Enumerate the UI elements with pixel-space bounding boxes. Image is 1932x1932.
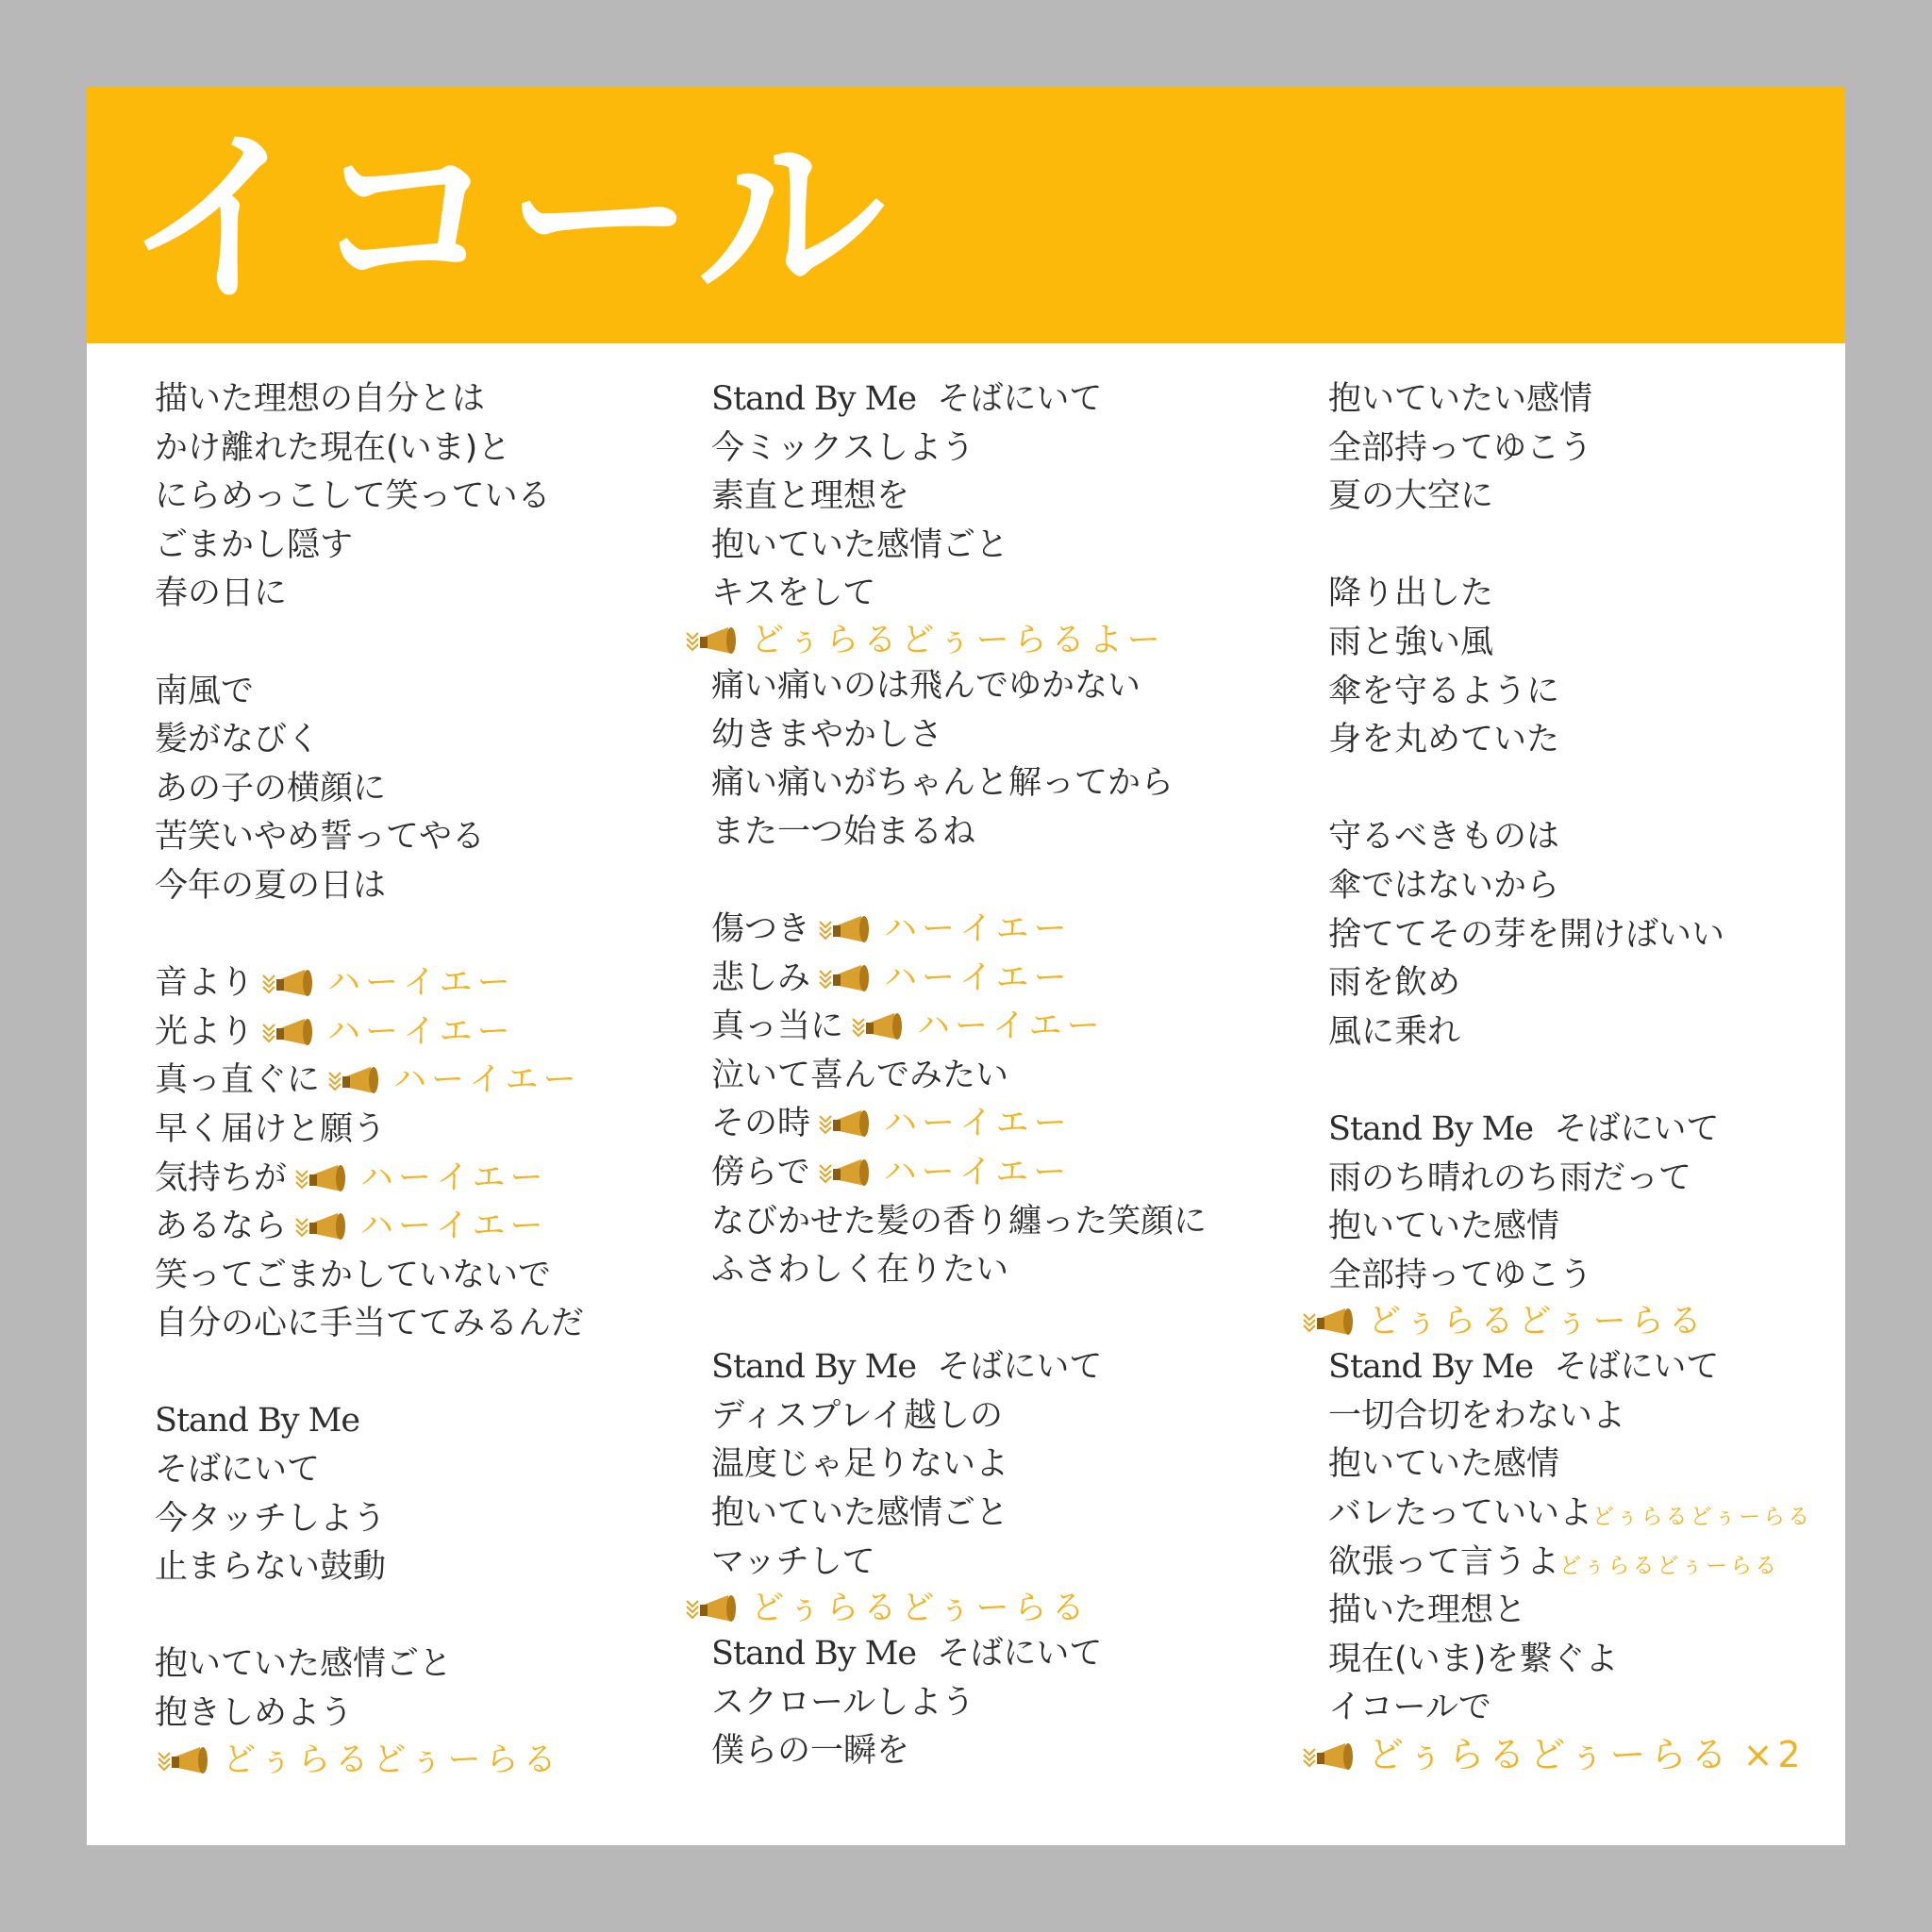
megaphone-icon (292, 1211, 355, 1243)
lyric-line: 笑ってごまかしていないで (155, 1256, 552, 1294)
call-response: ハーイエー (327, 1012, 515, 1051)
call-response: ハーイエー (360, 1158, 548, 1197)
lyric-line: 苦笑いやめ誓ってやる (155, 818, 486, 857)
lyric-line: 今タッチしよう (155, 1499, 387, 1538)
lyric-text: その時 (711, 1105, 811, 1143)
lyric-line: 描いた理想と (1328, 1591, 1527, 1630)
chant-text: どぅらるどぅーらる (751, 1590, 1090, 1628)
megaphone-icon (683, 1593, 745, 1625)
megaphone-icon (816, 914, 878, 946)
lyric-line: 春の日に (155, 575, 288, 613)
lyric-text: 傷つき (711, 909, 811, 948)
lyric-line: 止まらない鼓動 (155, 1548, 387, 1587)
lyric-text: 光より (155, 1012, 255, 1051)
lyric-line: 抱いていた感情 (1328, 1208, 1560, 1246)
lyric-text: Stand By Me (711, 380, 917, 418)
lyrics-column-2 (711, 375, 1287, 1776)
lyric-line: 降り出した (1328, 575, 1494, 613)
megaphone-icon (683, 625, 745, 658)
lyric-line: 捨ててその芽を開けばいい (1328, 915, 1725, 954)
lyric-line: ディスプレイ越しの (711, 1396, 1004, 1435)
chant-text: どぅらるどぅーらる (1368, 1734, 1732, 1776)
lyric-text: Stand By Me (1328, 1348, 1534, 1387)
title-banner (87, 87, 1845, 343)
lyric-line: 抱いていたい感情 (1328, 380, 1593, 418)
lyric-text: 真っ当に (711, 1008, 844, 1046)
lyric-text: Stand By Me (1328, 1109, 1534, 1148)
call-response: ハーイエー (360, 1208, 548, 1246)
lyric-text: Stand By Me (711, 1348, 917, 1387)
chant-line (1328, 1733, 1857, 1776)
lyric-line: 抱いていた感情ごと (711, 1494, 1009, 1533)
lyrics-column-3 (1328, 375, 1857, 1776)
lyric-line: 守るべきものは (1328, 818, 1560, 857)
lyric-line: 痛い痛いのは飛んでゆかない (711, 666, 1141, 705)
megaphone-icon (816, 1108, 878, 1141)
megaphone-icon (1300, 1741, 1362, 1774)
lyric-text: そばにいて (937, 1348, 1103, 1387)
lyric-line: 幼きまやかしさ (711, 715, 943, 754)
lyric-text: そばにいて (937, 380, 1103, 418)
lyric-line: マッチして (711, 1542, 875, 1581)
lyrics-column-1 (155, 375, 645, 1782)
lyric-line (711, 1630, 1287, 1679)
lyric-line: そばにいて (155, 1451, 321, 1490)
lyric-line: 全部持ってゆこう (1328, 428, 1593, 467)
lyric-line: 僕らの一瞬を (711, 1732, 910, 1771)
lyric-line: 風に乗れ (1328, 1012, 1461, 1051)
megaphone-icon (1300, 1307, 1362, 1339)
lyric-line: 夏の大空に (1328, 477, 1494, 516)
chant-text: どぅらるどぅーらる (223, 1740, 561, 1779)
lyric-text: 真っ直ぐに (155, 1061, 321, 1100)
call-response: ハーイエー (884, 1105, 1072, 1143)
lyric-line (711, 1149, 1287, 1198)
lyric-text: そばにいて (937, 1635, 1103, 1674)
lyric-line (711, 906, 1287, 955)
lyric-line (155, 959, 645, 1008)
lyric-line: 全部持ってゆこう (1328, 1256, 1593, 1294)
lyric-line: 抱いていた感情ごと (711, 525, 1009, 564)
megaphone-icon (325, 1065, 388, 1097)
lyric-line: 南風で (155, 672, 255, 710)
call-response: ハーイエー (917, 1008, 1105, 1046)
lyric-line: あの子の横顔に (155, 769, 387, 808)
lyric-line: 今ミックスしよう (711, 428, 974, 467)
lyric-line: キスをして (711, 575, 876, 613)
call-response: ハーイエー (327, 964, 515, 1003)
lyric-text: Stand By Me (711, 1635, 917, 1674)
lyric-line (711, 375, 1287, 425)
lyric-text: そばにいて (1554, 1109, 1720, 1148)
lyric-line: 傘ではないから (1328, 866, 1560, 905)
chant-text: どぅらるどぅーらる (1559, 1553, 1780, 1578)
lyric-text: そばにいて (1554, 1348, 1720, 1387)
lyric-line: ふさわしく在りたい (711, 1251, 1009, 1290)
lyric-line (155, 1203, 645, 1252)
lyric-line: 雨と強い風 (1328, 623, 1494, 661)
chant-line (711, 1587, 1287, 1630)
chant-text: どぅらるどぅーらる (1592, 1505, 1813, 1530)
call-response: ハーイエー (884, 958, 1072, 997)
lyric-line: 雨を飲め (1328, 964, 1461, 1003)
chant-line (711, 619, 1287, 662)
lyric-line: 抱きしめよう (155, 1694, 354, 1733)
lyric-line: 泣いて喜んでみたい (711, 1056, 1009, 1094)
lyric-line: にらめっこして笑っている (155, 477, 551, 516)
lyric-line (711, 1003, 1287, 1052)
lyric-line: 一切合切をわないよ (1328, 1396, 1626, 1435)
lyric-line: なびかせた髪の香り纏った笑顔に (711, 1202, 1208, 1241)
chant-text: どぅらるどぅーらるよー (751, 621, 1165, 659)
megaphone-icon (849, 1011, 911, 1043)
lyric-text: あるなら (155, 1208, 288, 1246)
lyric-line: 早く届けと願う (155, 1109, 387, 1148)
lyric-line: 温度じゃ足りないよ (711, 1445, 1009, 1484)
lyric-line: Stand By Me (155, 1402, 360, 1441)
lyric-line: イコールで (1328, 1689, 1491, 1727)
lyric-line: 抱いていた感情ごと (155, 1645, 453, 1684)
lyric-line: 身を丸めていた (1328, 721, 1560, 759)
lyric-line: 抱いていた感情 (1328, 1445, 1560, 1484)
megaphone-icon (259, 968, 322, 1000)
lyric-line (155, 1155, 645, 1204)
call-response: ハーイエー (883, 1153, 1072, 1191)
lyric-line (1328, 1106, 1857, 1155)
lyric-line: また一つ始まるね (711, 812, 976, 851)
lyric-line (711, 955, 1287, 1004)
chant-line (155, 1739, 645, 1782)
lyric-line (1328, 1539, 1857, 1588)
megaphone-icon (292, 1163, 355, 1195)
lyric-line (155, 1008, 645, 1058)
lyric-line: 素直と理想を (711, 477, 910, 516)
lyric-line: ごまかし隠す (155, 525, 354, 564)
lyric-line: 痛い痛いがちゃんと解ってから (711, 764, 1174, 803)
lyric-text: 欲張って言うよ (1328, 1542, 1560, 1581)
lyric-line: スクロールしよう (711, 1683, 975, 1722)
lyric-text: バレたっていいよ (1328, 1494, 1593, 1533)
lyric-line (1328, 1490, 1857, 1539)
lyric-line: かけ離れた現在(いま)と (155, 428, 511, 467)
lyric-line (1328, 1343, 1857, 1392)
lyric-line: 傘を守るように (1328, 672, 1560, 710)
song-title: イコール (125, 108, 891, 329)
lyric-line (711, 1343, 1287, 1392)
call-response: ハーイエー (884, 909, 1072, 948)
lyric-text: 音より (155, 964, 255, 1003)
repeat-mark: ×2 (1742, 1734, 1806, 1776)
lyric-line: 髪がなびく (155, 721, 321, 759)
lyric-line: 雨のち晴れのち雨だって (1328, 1158, 1692, 1197)
megaphone-icon (816, 963, 878, 995)
chant-text: どぅらるどぅーらる (1368, 1303, 1707, 1341)
lyric-text: 気持ちが (155, 1158, 288, 1197)
lyric-text: 傍らで (711, 1153, 810, 1191)
lyric-line: 今年の夏の日は (155, 866, 387, 905)
megaphone-icon (155, 1745, 217, 1777)
megaphone-icon (259, 1017, 322, 1049)
lyric-line: 現在(いま)を繋ぐよ (1328, 1640, 1619, 1678)
call-response: ハーイエー (393, 1061, 581, 1100)
lyric-line: 自分の心に手当ててみるんだ (155, 1305, 585, 1343)
lyric-line: 描いた理想の自分とは (155, 380, 486, 418)
chant-line (1328, 1300, 1857, 1343)
lyric-line (711, 1100, 1287, 1149)
lyric-line (155, 1057, 645, 1106)
megaphone-icon (816, 1158, 878, 1190)
lyric-text: 悲しみ (711, 958, 811, 997)
